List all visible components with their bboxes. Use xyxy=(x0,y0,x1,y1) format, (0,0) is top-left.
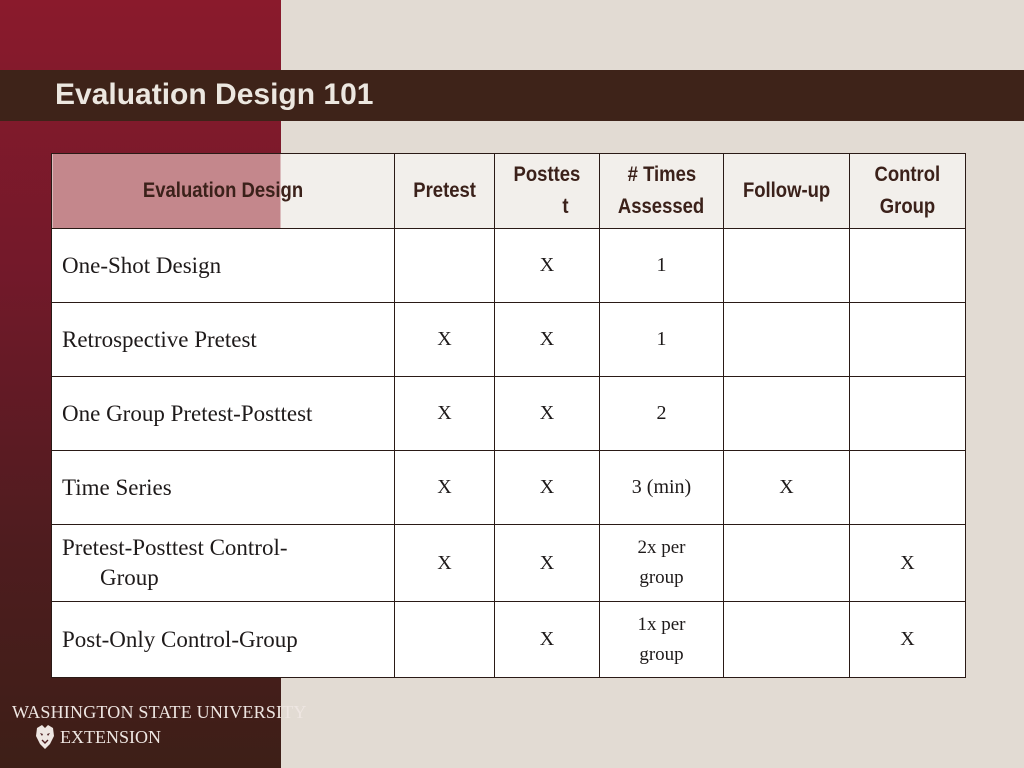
table-header-row xyxy=(52,154,966,229)
follow-up-cell xyxy=(724,229,850,303)
design-name: Post-Only Control-Group xyxy=(52,602,395,678)
table-row xyxy=(52,602,966,678)
pretest-cell: X xyxy=(395,303,495,377)
times-assessed-cell: 1 xyxy=(600,303,724,377)
pretest-cell: X xyxy=(395,377,495,451)
evaluation-design-table xyxy=(51,153,966,678)
header-times-assessed xyxy=(600,154,724,229)
times-assessed-cell xyxy=(600,602,724,678)
pretest-cell xyxy=(395,229,495,303)
header-posttest xyxy=(495,154,600,229)
posttest-cell: X xyxy=(495,451,600,525)
times-line1: 1x per xyxy=(637,613,686,635)
times-line2: group xyxy=(639,643,684,665)
control-group-cell xyxy=(850,377,966,451)
times-line1: 2x per xyxy=(637,537,686,558)
control-group-cell xyxy=(850,451,966,525)
design-name-line2: Group xyxy=(100,565,159,590)
header-times-line2: Assessed xyxy=(618,195,705,218)
slide-title: Evaluation Design 101 xyxy=(55,78,374,111)
times-assessed-cell: 3 (min) xyxy=(600,451,724,525)
control-group-cell: X xyxy=(850,602,966,678)
pretest-cell xyxy=(395,602,495,678)
control-group-cell xyxy=(850,303,966,377)
posttest-cell: X xyxy=(495,525,600,602)
design-name-line1: Pretest-Posttest Control- xyxy=(62,535,288,560)
posttest-cell: X xyxy=(495,303,600,377)
header-control-line1: Control xyxy=(874,163,941,186)
table-row xyxy=(52,229,966,303)
logo-university-name: WASHINGTON STATE UNIVERSITY xyxy=(12,702,307,722)
logo-extension: EXTENSION xyxy=(60,726,161,747)
design-name: One-Shot Design xyxy=(52,229,395,303)
header-pretest: Pretest xyxy=(395,154,495,229)
times-line2: group xyxy=(639,567,684,588)
table-row xyxy=(52,525,966,602)
follow-up-cell xyxy=(724,525,850,602)
header-follow-up: Follow-up xyxy=(724,154,850,229)
design-name: Retrospective Pretest xyxy=(52,303,395,377)
pretest-cell: X xyxy=(395,451,495,525)
times-assessed-cell xyxy=(600,525,724,602)
table-row xyxy=(52,303,966,377)
posttest-cell: X xyxy=(495,229,600,303)
times-assessed-cell: 2 xyxy=(600,377,724,451)
header-times-line1: # Times xyxy=(627,163,696,186)
table-row xyxy=(52,377,966,451)
follow-up-cell xyxy=(724,377,850,451)
header-posttest-line2: t xyxy=(561,195,569,218)
wsu-extension-logo xyxy=(12,702,307,750)
header-evaluation-design: Evaluation Design xyxy=(52,154,395,229)
control-group-cell xyxy=(850,229,966,303)
follow-up-cell xyxy=(724,602,850,678)
header-posttest-line1: Posttes xyxy=(513,163,581,186)
follow-up-cell xyxy=(724,303,850,377)
control-group-cell: X xyxy=(850,525,966,602)
posttest-cell: X xyxy=(495,377,600,451)
header-control-line2: Group xyxy=(879,195,936,218)
design-name xyxy=(52,525,395,602)
wsu-cougar-head-icon xyxy=(34,724,56,750)
pretest-cell: X xyxy=(395,525,495,602)
times-assessed-cell: 1 xyxy=(600,229,724,303)
follow-up-cell: X xyxy=(724,451,850,525)
posttest-cell: X xyxy=(495,602,600,678)
header-control-group xyxy=(850,154,966,229)
design-name: One Group Pretest-Posttest xyxy=(52,377,395,451)
design-name: Time Series xyxy=(52,451,395,525)
table-row xyxy=(52,451,966,525)
